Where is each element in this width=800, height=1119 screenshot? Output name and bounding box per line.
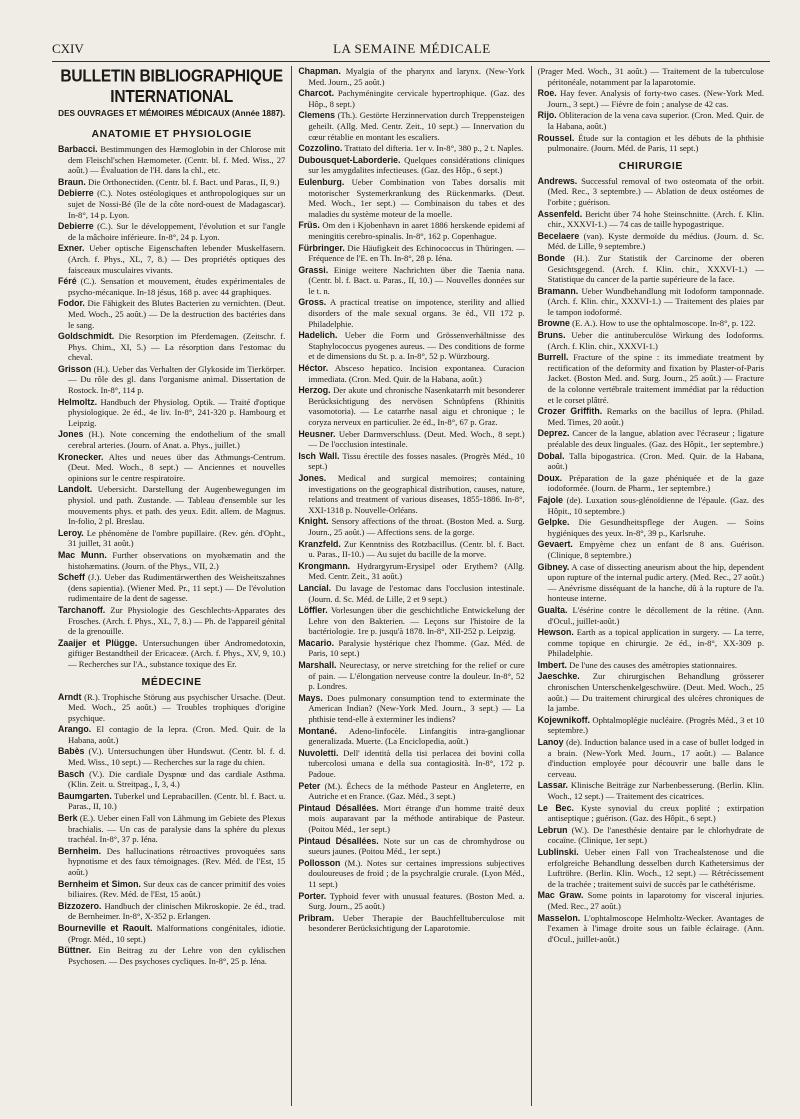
entry-author: Assenfeld. [537, 208, 583, 219]
bibliography-entry [298, 243, 524, 264]
entry-author: Jones [58, 429, 84, 440]
entry-text: Die Gesundheitspflege der Augen. — Soins hygiéniques des yeux. In-8°, 39 p., Karlsruhe. [547, 517, 764, 538]
entry-text: Fracture of the spine : its immediate treatment by rectification of the deformity and fixation by Plaster-of-Paris Jacket. (Boston Med. and. Surg. Journ., 25 août.) — Fracture de la colonne vertébrale traitement immédiat par la réduction et le corset plâtré. [547, 352, 764, 405]
entry-text: (Prager Med. Woch., 31 août.) — Traitement de la tuberculose péritonéale, notamment par la laparotomie. [537, 66, 764, 87]
bibliography-entry [298, 539, 524, 560]
bibliography-entry [298, 891, 524, 912]
entry-text: (E. A.). How to use the ophtalmoscope. In-8°, p. 122. [572, 318, 756, 329]
entry-author: Barbacci. [58, 144, 98, 154]
entry-author: Grisson [58, 363, 92, 374]
entry-text: Ueber die antituberculöse Wirkung des Iodoforms. (Arch. f. Klin. chir., XXXVI-1.) [547, 330, 764, 351]
bibliography-entry [58, 188, 285, 220]
entry-text: Absceso hepatico. Incision expontanea. Curacion immediata. (Cron. Med. Quir. de la Habana, août.) [308, 363, 525, 384]
entry-text: Paralysie hystérique chez l'homme. (Gaz. Méd. de Paris, 10 sept.) [308, 637, 525, 659]
bibliography-entry [58, 605, 285, 637]
bulletin-subtitle: DES OUVRAGES ET MÉMOIRES MÉDICAUX (Année 1887). [58, 109, 286, 118]
entry-author: Mays. [298, 692, 323, 703]
entry-text: Further observations on myohæmatin and the histohæmatins. (Journ. of the Phys., VII, 2.) [68, 549, 286, 571]
entry-text: Typhoid fever with unusual features. (Boston Med. a. Surg. Journ., 25 août.) [308, 890, 525, 912]
entry-text: Dell' identità della tisi perlacea dei bovini colla tubercolosi umana e della sua contagiosità. In-8°, 172 p. Padoue. [308, 747, 525, 779]
entry-text: (C.). Notes ostéologiques et anthropologiques sur un sujet de Nossi-Bé (île de la côte nord-ouest de Madagascar). In-8°, 14 p. Lyon. [68, 188, 286, 220]
entry-text: Hay fever. Analysis of forty-two cases. (New-York Med. Journ., 3 sept.) — Fièvre de foin ; analyse de 42 cas. [547, 88, 764, 109]
entry-text: Malformations congénitales, idiotie. (Progr. Méd., 10 sept.) [68, 922, 286, 944]
bibliography-entry [58, 144, 285, 176]
entry-text: Untersuchungen über Andromedotoxin, giftiger Bestandtheil der Ericaceæ. (Arch. f. Phys., XV, 9, 10.) — Recherches sur l'A., substance toxique des Er. [68, 637, 286, 669]
bibliography-entry [58, 276, 285, 297]
bibliography-entry [58, 221, 285, 242]
bibliography-entry [58, 945, 285, 966]
entry-author: Clemens [298, 110, 335, 121]
entry-text: A practical treatise on impotence, sterility and allied disorders of the male sexual organs. 3e éd., VII 172 p. Philadelphie. [308, 297, 525, 329]
bibliography-entry [298, 429, 524, 450]
bibliography-entry [298, 451, 524, 472]
entry-author: Roussel. [537, 132, 575, 143]
entry-text: Zur Kenntniss des Rotzbacillus. (Centr. bl. f. Bact. u. Paras., II-10.) — Au sujet du bacille de la morve. [308, 538, 525, 560]
entry-author: Pribram. [298, 912, 335, 923]
bibliography-entry [298, 155, 524, 176]
entry-author: Helmoltz. [58, 396, 98, 407]
page-number: CXIV [52, 41, 84, 56]
bibliography-entry [298, 913, 524, 934]
page-header [52, 38, 770, 60]
entry-author: Fodor. [58, 298, 85, 309]
entry-author: Masselon. [537, 912, 581, 923]
bibliography-entry [538, 715, 764, 736]
bibliography-entry [298, 803, 524, 835]
bibliography-entry [538, 318, 764, 329]
bibliography-entry [298, 363, 524, 384]
entry-author: Mac Munn. [58, 549, 107, 560]
entry-text: (C.). Sur le développement, l'évolution et sur l'angle de la mâchoire inférieure. In-8°, 24 p. Lyon. [68, 221, 286, 242]
bibliography-entry [58, 746, 285, 767]
entry-text: L'ésérine contre le décollement de la rétine. (Ann. d'Ocul., juillet-août.) [547, 604, 764, 626]
bibliography-entry [58, 429, 285, 450]
entry-text: (de). Induction balance used in a case of bullet lodged in a brain. (New-York Med. Journ., 17 août.) — Balance d'induction employée pour découvrir une balle dans le cerveau. [547, 737, 764, 779]
bibliography-entry [538, 660, 764, 671]
entry-text: Ein Beitrag zu der Lehre von den cyklischen Psychosen. — Des psychoses cycliques. In-8°, 25 p. Iéna. [68, 945, 286, 966]
bibliography-entry [538, 209, 764, 230]
entry-text: Uebersicht. Darstellung der Augenbewegungen im physiol. und path. Zustande. — Tableau d'ensemble sur les mouvements phys. et path. des yeux. Edit. allem. de Magnus. In-folio, 2 pl. Breslau. [68, 484, 286, 527]
entry-text: Pachyméningite cervicale hypertrophique. (Gaz. des Hôp., 8 sept.) [308, 88, 525, 109]
entry-author: Exner. [58, 243, 85, 254]
entry-text: Neurectasy, or nerve stretching for the relief or cure of pain. — L'élongation nerveuse contre la douleur. In-8°, 52 p. Londres. [308, 660, 525, 692]
entry-author: Le Bec. [537, 802, 574, 813]
entry-text: (C.). Sensation et mouvement, études expérimentales de psycho-mécanique. In-18 jésus, 168 p. avec 44 graphiques. [68, 276, 286, 297]
entry-text: Préparation de la gaze phéniquée et de la gaze iodoformée. (Journ. de Pharm., 1er septembre.) [547, 472, 764, 494]
entry-text: Earth as a topical application in surgery. — La terre, comme topique en chirurgie. 2e éd., in-8°, XX-309 p. Philadelphie. [547, 627, 764, 659]
entry-text: Quelques considérations cliniques sur les amygdalites infectieuses. (Gaz. des Hôp., 6 sept.) [308, 154, 525, 176]
entry-author: Burrell. [537, 352, 569, 363]
entry-text: Remarks on the bacillus of lepra. (Philad. Med. Times, 20 août.) [547, 406, 764, 427]
entry-author: Lancial. [298, 582, 332, 593]
entry-author: Berk [58, 813, 78, 824]
entry-author: Andrews. [537, 175, 578, 186]
bibliography-entry [58, 813, 285, 845]
entry-text: Bestimmungen des Hæmoglobin in der Chlorose mit dem Fleischl'schen Hæmometer. (Centr. bl. f. Med. Wiss., 27 août.) — Évaluation de l'H. dans la chl., etc. [68, 144, 286, 176]
entry-author: Isch Wall. [298, 450, 340, 461]
bibliography-entry [538, 890, 764, 911]
entry-author: Eulenburg. [298, 176, 345, 187]
bibliography-entry [538, 330, 764, 351]
bibliography-entry [298, 605, 524, 637]
bibliography-entry [538, 913, 764, 945]
bibliography-entry [298, 561, 524, 582]
entry-text: De l'une des causes des amétropies stationnaires. [569, 659, 738, 670]
entry-text: Tissu érectile des fosses nasales. (Progrès Méd., 10 sept.) [308, 450, 525, 472]
entry-author: Macario. [298, 637, 335, 648]
bibliography-entry [538, 428, 764, 449]
bibliography-entry [538, 253, 764, 285]
bibliography-entry [58, 572, 285, 604]
bibliography-entry [298, 836, 524, 857]
entry-text: Altes und neues über das Athmungs-Centrum. (Deut. Med. Woch., 8 sept.) — Anciennes et nouvelles opinions sur le centre respiratoire. [68, 451, 286, 483]
entry-author: Kojewnikoff. [537, 714, 590, 725]
entry-text: (J.). Ueber das Rudimentärwerthen des Weisheitszahnes (dens sapientia). (Wiener Med. Pr., 11 sept.) — De l'évolution rudimentaire de la dent de sagesse. [68, 572, 286, 604]
entry-author: Hewson. [537, 627, 574, 638]
entry-text: (W.). De l'anesthésie dentaire par le chlorhydrate de cocaïne. (Clinique, 1er sept.) [547, 824, 764, 846]
bibliography-entry [538, 88, 764, 109]
entry-author: Peter [298, 780, 321, 791]
bibliography-entry [298, 638, 524, 659]
entry-author: Leroy. [58, 527, 84, 538]
bibliography-entry [538, 286, 764, 318]
bibliography-entry [58, 846, 285, 878]
entry-author: Lublinski. [537, 846, 579, 857]
entry-text: Ueber optische Eigenschaften lebender Muskelfasern. (Arch. f. Phys., XL, 7, 8.) — Des propriétés optiques des faisceaux musculaires vivants. [68, 243, 286, 275]
entry-author: Féré [58, 276, 77, 287]
entry-text: Obliteracion de la vena cava superior. (Cron. Med. Quir. de la Habana, août.) [547, 110, 764, 131]
entry-text: Sensory affections of the throat. (Boston Med. a. Surg. Journ., 25 août.) — Affections sens. de la gorge. [308, 516, 525, 537]
bibliography-entry [298, 748, 524, 780]
bibliography-entry [538, 66, 764, 87]
bibliography-entry [298, 693, 524, 725]
bibliography-entry [58, 638, 285, 670]
entry-author: Pintaud Désallées. [298, 802, 379, 813]
bibliography-entry [538, 110, 764, 131]
entry-author: Pollosson [298, 857, 341, 868]
entry-author: Deprez. [537, 428, 570, 439]
entry-text: Die Resorption im Pferdemagen. (Zeitschr. f. Phys. Chim., XI, 5.) — La résorption dans l'estomac du cheval. [68, 331, 286, 363]
entry-text: (H.). Ueber das Verhalten der Glykoside im Tierkörper. — Du rôle des gl. dans l'organisme animal. Dissertation de Rostock. In-8°, 114 p. [68, 363, 286, 396]
bibliography-entry [58, 769, 285, 790]
entry-author: Marshall. [298, 660, 337, 671]
entry-text: Does pulmonary consumption tend to exterminate the American Indian? (New-York Med. Journ., 3 sept.) — La phthisie tend-elle à exterminer les indiens? [308, 692, 525, 725]
entry-author: Bizzozero. [58, 900, 102, 911]
bulletin-title: BULLETIN BIBLIOGRAPHIQUE INTERNATIONAL [60, 66, 283, 107]
bibliography-entry [538, 780, 764, 801]
entry-text: (H.). Note concerning the endothelium of the small cerebral arteries. (Journ. of Anat. a. Phys., juillet.) [68, 429, 286, 451]
entry-author: Doux. [537, 472, 563, 483]
bibliography-entry [298, 265, 524, 297]
entry-author: Jaeschke. [537, 671, 580, 682]
bibliography-entry [58, 243, 285, 275]
entry-text: Om den i Kjobenhavn in aaret 1886 herskende epidemi af meningitis cerebro-spinalis. In-8°, 162 p. Copenhague. [308, 220, 525, 241]
entry-author: Bruns. [537, 330, 566, 341]
bibliography-entry [298, 110, 524, 142]
bibliography-entry [58, 791, 285, 812]
entry-author: Arndt [58, 691, 82, 702]
entry-text: Der akute und chronische Nasenkatarrh mit besonderer Berücksichtigung des nervösen Schnüpfens (Rhinitis vasomotoria). — Le catarrhe nasal aigu et chronique ; le coryza nerveux en particulier. 2e éd., In-8°, 67 p. Graz. [308, 385, 525, 427]
bibliography-entry [538, 825, 764, 846]
entry-author: Scheff [58, 572, 85, 583]
entry-author: Gross. [298, 297, 327, 308]
entry-text: (van). Kyste dermoïde du médius. (Journ. d. Sc. Méd. de Lille, 9 septembre.) [547, 230, 764, 252]
bibliography-entry [538, 352, 764, 405]
entry-text: Adeno-linfocèle. Linfangitis intra-ganglionar generalizada. Muerte. (La Enciclopedia, août.) [308, 725, 525, 747]
entry-author: Porter. [298, 890, 327, 901]
entry-text: Die Fähigkeit des Blutes Bacterien zu vernichten. (Deut. Med. Woch., 25 août.) — De la destruction des bactéries dans le sang. [68, 298, 286, 330]
entry-text: Vorlesungen über die geschichtliche Entwickelung der Lehre von den Bakterien. — Leçons sur l'histoire de la bactériologie. 1re p. jusqu'à 1878. In-8°, XII-252 p. Leipzig. [308, 605, 525, 637]
bibliography-entry [538, 451, 764, 472]
bibliography-entry [58, 364, 285, 396]
bibliography-entry [298, 66, 524, 87]
entry-text: Successful removal of two osteomata of the orbit. (Med. Rec., 3 septembre.) — Ablation de deux ostéomes de l'orbite ; guérison. [547, 175, 764, 207]
entry-text: (de). Luxation sous-glénoïdienne de l'épaule. (Gaz. des Hôpit., 10 septembre.) [547, 494, 764, 516]
entry-text: Empyème chez un enfant de 8 ans. Guérison. (Clinique, 8 septembre.) [547, 539, 764, 560]
entry-text: (E.). Ueber einen Fall von Lähmung im Gebiete des Plexus brachialis. — Un cas de paralysie dans la sphère du plexus trachéal. In-8°, 37 p. Iéna. [68, 813, 286, 845]
bibliography-entry [58, 724, 285, 745]
entry-text: Die Häufigkeit des Echinococcus in Thüringen. — Fréquence de l'E. en Th. In-8°, 28 p. Iéna. [308, 242, 525, 264]
entry-author: Chapman. [298, 66, 341, 76]
entry-author: Gelpke. [537, 517, 570, 528]
entry-text: Trattato del difteria. 1er v. In-8°, 380 p., 2 t. Naples. [344, 143, 524, 154]
bibliography-entry [538, 671, 764, 713]
bibliography-entry [58, 397, 285, 429]
entry-text: Tuberkel und Leprabacillen. (Centr. bl. f. Bact. u. Paras., II, 10.) [68, 790, 286, 812]
bibliography-entry [58, 177, 285, 188]
entry-text: L'ophtalmoscope Helmholtz-Wecker. Avantages de l'examen à l'image droite sous un faible éclairage. (Ann. d'Ocul., juillet-août.) [547, 912, 764, 944]
bibliography-entry [538, 473, 764, 494]
bibliography-entry [58, 452, 285, 484]
bibliography-entry [538, 176, 764, 208]
entry-text: Ueber die Form und Grössenverhältnisse des Staphylococcus pyogenes aureus. — Des conditions de forme et de dimensions du St. p. a. In-8°, 52 p. Würzbourg. [308, 330, 525, 362]
entry-author: Knight. [298, 516, 329, 527]
bibliography-entry [538, 539, 764, 560]
entry-text: Ophtalmoplégie nucléaire. (Progrès Méd., 3 et 10 septembre.) [547, 714, 764, 736]
entry-author: Grassi. [298, 264, 329, 275]
columns [52, 66, 770, 1106]
entry-author: Bernheim et Simon. [58, 878, 141, 889]
bibliography-entry [538, 562, 764, 604]
entry-text: Klinische Beiträge zur Narbenbesserung. (Berlin. Klin. Woch., 12 sept.) — Traitement des cicatrices. [547, 780, 764, 801]
bibliography-entry [58, 692, 285, 724]
bibliography-entry [298, 726, 524, 747]
entry-author: Nuvoletti. [298, 747, 339, 758]
bibliography-entry [538, 231, 764, 252]
bibliography-entry [538, 406, 764, 427]
entry-text: Bericht über 74 hohe Steinschnitte. (Arch. f. Klin. chir., XXXVI-1.) — 74 cas de taille hypogastrique. [547, 208, 764, 230]
entry-author: Becelaere [537, 230, 580, 241]
bibliography-entry [58, 298, 285, 330]
bibliography-entry [298, 781, 524, 802]
entry-author: Mac Graw. [537, 890, 584, 901]
bibliography-entry [298, 143, 524, 154]
entry-author: Zaaijer et Plügge. [58, 637, 138, 648]
entry-author: Krongmann. [298, 560, 351, 571]
entry-author: Basch [58, 768, 85, 779]
entry-author: Debierre [58, 221, 94, 232]
bibliography-entry [298, 858, 524, 890]
bibliography-entry [58, 331, 285, 363]
entry-author: Gevaert. [537, 539, 573, 550]
entry-text: Étude sur la contagion et les débuts de la phthisie pulmonaire. (Journ. Méd. de Paris, 11 sept.) [547, 132, 764, 154]
bibliography-entry [298, 385, 524, 427]
entry-author: Früs. [298, 220, 320, 231]
bibliography-entry [298, 177, 524, 219]
entry-text: Handbuch der clinischen Mikroskopie. 2e éd., trad. de Bernheimer. In-8°, X-352 p. Erlangen. [68, 900, 286, 922]
entry-author: Rijo. [537, 110, 557, 121]
entry-author: Fajole [537, 494, 564, 505]
entry-author: Dubousquet-Laborderie. [298, 154, 401, 165]
entry-text: (H.). Zur Statistik der Carcinome der oberen Gesichtsgegend. (Arch. f. Klin. chir., XXXVI-1.) — Statistique du cancer de la partie supérieure de la face. [547, 252, 764, 285]
bibliography-entry [298, 583, 524, 604]
entry-author: Löffler. [298, 605, 328, 616]
entry-text: (V.). Untersuchungen über Hundswut. (Centr. bl. f. d. Med. Wiss., 10 sept.) — Recherches sur la rage du chien. [68, 746, 286, 768]
section-heading: ANATOMIE ET PHYSIOLOGIE [91, 128, 252, 140]
bibliography-entry [538, 133, 764, 154]
entry-text: Ueber Darmverschluss. (Deut. Med. Woch., 8 sept.) — De l'occlusion intestinale. [308, 428, 525, 450]
entry-text: El contagio de la lepra. (Cron. Med. Quir. de la Habana, août.) [68, 724, 286, 745]
bibliography-entry [58, 879, 285, 900]
entry-author: Lassar. [537, 780, 568, 791]
entry-text: Des hallucinations rétroactives provoquées sans hypnotisme et des faux témoignages. (Rev. Méd. de l'Est, 15 août.) [68, 845, 286, 877]
entry-author: Héctor. [298, 363, 329, 374]
entry-text: (V.). Die cardiale Dyspnœ und das cardiale Asthma. (Klin. Zeit. u. Streitpag., I, 3, 4.) [68, 768, 286, 790]
entry-text: Kyste synovial du creux poplité ; extirpation antiseptique ; guérison. (Gaz. des Hôpit., 6 sept.) [547, 802, 764, 824]
entry-author: Bonde [537, 252, 566, 263]
entry-text: Note sur un cas de chromhydrose ou sueurs jaunes. (Poitou Méd., 1er sept.) [308, 835, 525, 857]
bibliography-entry [298, 220, 524, 241]
bibliography-entry [538, 517, 764, 538]
entry-text: Le phénomène de l'ombre pupillaire. (Rev. gén. d'Opht., 31 juillet, 31 août.) [68, 527, 286, 549]
bibliography-entry [538, 737, 764, 779]
entry-author: Tarchanoff. [58, 604, 106, 615]
entry-author: Cozzolino. [298, 143, 343, 154]
entry-author: Jones. [298, 472, 327, 483]
entry-author: Fürbringer. [298, 242, 345, 253]
entry-author: Lebrun [537, 824, 568, 835]
bibliography-entry [298, 516, 524, 537]
bibliography-entry [538, 605, 764, 626]
bibliography-entry [298, 473, 524, 515]
entry-text: Myalgia of the pharynx and larynx. (New-York Med. Journ., 25 août.) [308, 66, 525, 87]
entry-author: Bernheim. [58, 845, 102, 856]
entry-author: Bourneville et Raoult. [58, 922, 153, 933]
entry-text: Talla bipogastrica. (Cron. Med. Quir. de la Habana, août.) [547, 450, 764, 472]
entry-text: Some points in laparotomy for visceral injuries. (Med. Rec., 27 août.) [547, 890, 764, 911]
bibliography-entry [58, 550, 285, 571]
entry-author: Hadelich. [298, 330, 338, 341]
entry-author: Dobal. [537, 450, 565, 461]
bibliography-entry [298, 330, 524, 362]
journal-title: LA SEMAINE MÉDICALE [333, 41, 491, 56]
entry-text: Sur deux cas de cancer primitif des voies biliaires. (Rev. Méd. de l'Est, 15 août.) [68, 878, 286, 900]
entry-author: Crozer Griffith. [537, 406, 603, 417]
entry-author: Herzog. [298, 385, 331, 396]
entry-author: Gualta. [537, 604, 568, 615]
entry-text: Einige weitere Nachrichten über die Taenia nana. (Centr. bl. f. Bact. u. Paras., II, 10.) — Nouvelles données sur le t. n. [308, 264, 525, 296]
entry-author: Browne [537, 318, 570, 329]
entry-author: Kranzfeld. [298, 538, 341, 549]
entry-text: Du lavage de l'estomac dans l'occlusion intestinale. (Journ. d. Sc. Méd. de Lille, 2 et 9 sept.) [308, 582, 525, 604]
bibliography-entry [298, 88, 524, 109]
bibliography-entry [298, 660, 524, 692]
entry-author: Pintaud Désallées. [298, 835, 379, 846]
entry-author: Lanoy [537, 737, 564, 748]
bibliography-entry [58, 901, 285, 922]
column-1 [52, 66, 291, 1106]
entry-author: Landolt. [58, 484, 93, 495]
section-heading: MÉDECINE [141, 675, 202, 688]
bibliography-entry [298, 297, 524, 329]
entry-text: Cancer de la langue, ablation avec l'écraseur ; ligature préalable des deux linguales. (Gaz. des Hôpit., 1er septembre.) [547, 428, 764, 449]
bibliography-entry [538, 803, 764, 824]
entry-text: Zur Physiologie des Geschlechts-Apparates des Frosches. (Arch. f. Phys., XL, 7, 8.) — Ph. de l'appareil génital de la grenouille. [68, 604, 286, 637]
entry-text: (R.). Trophische Störung aus psychischer Ursache. (Deut. Med. Woch., 25 août.) — Troubles trophiques d'origine psychique. [68, 691, 286, 723]
bibliography-entry [538, 847, 764, 889]
entry-author: Charcot. [298, 88, 335, 99]
entry-author: Baumgarten. [58, 790, 112, 801]
section-heading: CHIRURGIE [618, 159, 683, 172]
entry-author: Roe. [537, 88, 557, 99]
entry-text: Die Orthonectiden. (Centr. bl. f. Bact. und Paras., II, 9.) [88, 176, 280, 187]
entry-text: Hydrargyrum-Erysipel oder Erythem? (Allg. Med. Centr. Zeit., 31 août.) [308, 560, 525, 582]
column-3 [531, 66, 770, 1106]
entry-text: Mort étrange d'un homme traité deux mois auparavant par la méthode antirabique de Pasteur. (Poitou Méd., 1er sept.) [308, 802, 525, 834]
column-2 [291, 66, 530, 1106]
entry-author: Büttner. [58, 945, 92, 956]
entry-author: Kronecker. [58, 451, 104, 462]
header-rule [52, 61, 770, 62]
entry-text: (M.). Échecs de la méthode Pasteur en Angleterre, en Autriche et en France. (Gaz. Méd., 3 sept.) [308, 780, 525, 802]
bibliography-entry [58, 923, 285, 944]
entry-text: Handbuch der Physiolog. Optik. — Traité d'optique physiologique. 2e éd., 4e liv. In-8°, 241-320 p. Hambourg et Leipzig. [68, 396, 286, 428]
entry-text: Ueber einen Fall von Trachealstenose und die erfolgreiche Behandlung desselben durch Kathetersimus der Luftröhre. (Berlin. Klin. Woch., 12 sept.) — Rétrécissement de la trachée ; traitement suivi de succès par le cathétérisme. [547, 846, 764, 889]
entry-author: Braun. [58, 176, 86, 187]
entry-author: Montané. [298, 725, 337, 736]
entry-author: Gibney. [537, 561, 570, 572]
entry-author: Babès [58, 746, 85, 757]
entry-text: Ueber Combination von Tabes dorsalis mit motorischer Systemerkrankung des Rückenmarks. (Deut. Med. Woch., 1er sept.) — Combinaison du tabes et des maladies du système moteur de la moelle. [308, 176, 525, 219]
entry-text: Zur chirurgischen Behandlung grösserer chronischen Unterschenkelgeschwüre. (Deut. Med. Woch., 25 août.) — Du traitement chirurgical des ulcères chroniques de la jambe. [547, 671, 764, 714]
bibliography-entry [58, 484, 285, 526]
entry-text: A case of dissecting aneurism about the hip, dependent upon rupture of the internal pudic artery. (Med. Rec., 27 août.) — Anévrisme disséquant de la hanche, dû à la rupture de l'a. honteuse interne. [547, 561, 764, 604]
entry-text: (M.). Notes sur certaines impressions subjectives douloureuses de froid ; de la psychralgie crurale. (Lyon Méd., 11 sept.) [308, 857, 525, 889]
entry-author: Heusner. [298, 428, 336, 439]
bibliography-entry [538, 495, 764, 516]
entry-text: Ueber Wundbehandlung mit Iodoform tamponnade. (Arch. f. Klin. chir., XXXVI-1.) — Traitement des plaies par le tampon iodoformé. [547, 285, 764, 317]
entry-author: Debierre [58, 188, 94, 199]
entry-author: Arango. [58, 724, 92, 735]
entry-author: Imbert. [537, 659, 567, 670]
entry-text: Medical and surgical memoires; containing investigations on the geographical distribution, causes, nature, relations and treatment of various diseases, 1855-1886. In-8°, XXI-1318 p. Nouvelle-Orléans. [308, 472, 525, 515]
entry-text: (Th.). Gestörte Herzinnervation durch Treppensteigen geheilt. (Allg. Med. Centr. Zeit., 10 sept.) — Innervation du cœur rétablie en montant les escaliers. [308, 110, 525, 142]
entry-text: Ueber Therapie der Bauchfelltuberculose mit besonderer Berücksichtigung der Laparotomie. [308, 912, 525, 934]
bibliography-entry [58, 528, 285, 549]
entry-author: Bramann. [537, 285, 579, 296]
entry-author: Goldschmidt. [58, 331, 115, 342]
bibliography-entry [538, 627, 764, 659]
